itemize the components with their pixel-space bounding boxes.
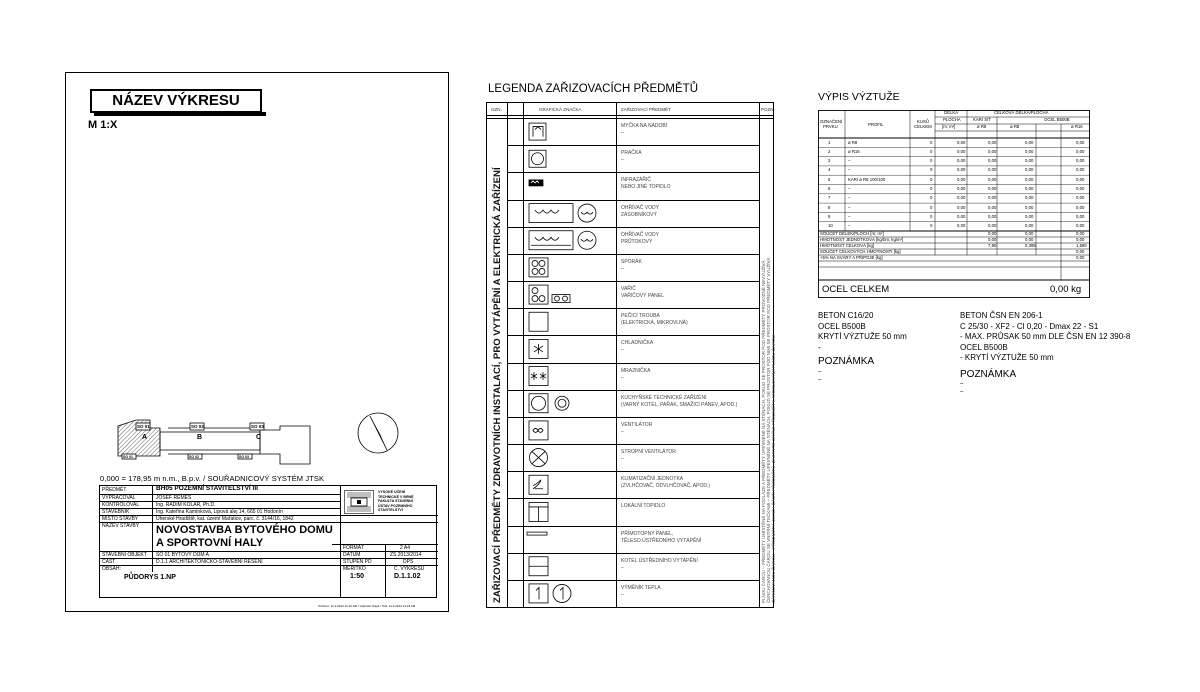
rebar-cell: 0,00	[1076, 167, 1085, 173]
rebar-h-unit: [m; m²]	[942, 124, 956, 129]
rebar-cell: 0	[930, 213, 933, 219]
rebar-h-plocha: PLOCHA	[943, 117, 961, 122]
notes-left-line-2: OCEL B500B	[818, 321, 866, 331]
rebar-cell: 0,00	[1025, 158, 1034, 164]
rebar-cell: 10	[828, 223, 833, 229]
rebar-cell: –	[848, 167, 851, 173]
rebar-cell: 3	[828, 158, 831, 164]
label-a: A	[142, 434, 148, 441]
rebar-sum-label: SOUČET DÉLEK/PLOCH [m; m²]	[820, 231, 884, 236]
rebar-cell: 0,00	[1076, 195, 1085, 201]
rebar-sum-label: HMOTNOST CELKOVÁ [kg]	[820, 243, 875, 248]
legend-item-sub: (ZVLHČOVAČ, ODVLHČOVAČ, APOD.)	[621, 483, 710, 490]
tb-value-vykres: D.1.1.02	[394, 573, 421, 580]
tb-value-misto: Uherské Hradiště, kat. území Mařatice, parc. č. 3144/16, 1842	[156, 516, 294, 522]
legend-side-note-2: ČERCHOVANOU ČAROU SE VNITŘNÍ TEČKAMI – PŘEDMĚTY UPEVNĚNÉ NA STĚNÁCH, POKUD SE PROSTOR POD NIMI SE PROSTOR POD PŘEDMĚTY VYUŽÍVÁ	[766, 257, 771, 603]
notes-right-line-4: OCEL B500B	[960, 342, 1008, 352]
rebar-sum-label: HMOTNOST JEDNOTKOVÁ [kg/bm; kg/m²]	[820, 237, 904, 242]
legend-item-name: LOKÁLNÍ TOPIDLO	[621, 503, 666, 510]
legend-item-name: KUCHYŇSKÉ TECHNICKÉ ZAŘÍZENÍ	[621, 394, 707, 401]
tb-label-stavba: NÁZEV STAVBY	[102, 523, 140, 529]
rebar-cell: 0,00	[957, 167, 966, 173]
rebar-h-profil: PROFIL	[868, 122, 884, 127]
label-b: B	[197, 434, 203, 441]
rebar-cell: 0,00	[988, 213, 997, 219]
rebar-cell: 0,00	[988, 223, 997, 229]
flow-water-heater-icon	[529, 231, 596, 250]
tb-value-obsah: PŮDORYS 1.NP	[124, 574, 176, 581]
notes-right-line-3: - MAX. PRŮSAK 50 mm DLE ČSN EN 12 390-8	[960, 332, 1131, 341]
rebar-cell: 0,00	[988, 186, 997, 191]
label-so02: SO 02	[191, 424, 204, 429]
rebar-sum-value: 0,00	[1025, 231, 1034, 236]
rebar-cell: 0	[930, 148, 933, 154]
tb-value-objekt: SO 01 BYTOVÝ DŮM A	[156, 552, 209, 558]
building-connector	[160, 432, 260, 450]
legend-item-name: OHŘÍVAČ VODY	[621, 231, 659, 238]
rebar-cell: 2	[828, 148, 831, 154]
tb-label-stavebnik: STAVEBNÍK	[102, 509, 130, 515]
legend-item-sub: –	[621, 456, 624, 462]
rebar-total-value: 0,00 kg	[1050, 284, 1082, 295]
tb-value-stavba-1: NOVOSTAVBA BYTOVÉHO DOMU	[156, 524, 333, 536]
rebar-cell: 5	[828, 176, 831, 182]
rebar-cell: 0,00	[988, 148, 997, 154]
boiler-icon	[529, 557, 548, 576]
rebar-cell: KARI ø R8 100/100	[848, 176, 886, 182]
rebar-h-r8b: ø R8	[1010, 124, 1020, 129]
rebar-cell: 0,00	[1076, 213, 1085, 219]
school-name-2: TECHNICKÉ V BRNĚ	[378, 494, 414, 499]
rebar-cell: 0	[930, 195, 933, 201]
notes-right-line-2: C 25/30 - XF2 - Cl 0,20 - Dmax 22 - S1	[960, 321, 1099, 331]
rebar-h-ocel: OCEL B500B	[1044, 117, 1070, 122]
rebar-cell: –	[848, 213, 851, 219]
legend-item-sub: –	[621, 374, 624, 381]
rebar-h-r16: ø R16	[1071, 124, 1083, 129]
notes-left-line-4: -	[818, 342, 821, 352]
notes-left-dash-1: –	[818, 368, 822, 375]
drawing-scale: M 1:X	[88, 119, 118, 131]
tb-label-format: FORMÁT	[343, 545, 365, 551]
legend-vertical-label: ZAŘIZOVACÍ PŘEDMĚTY ZDRAVOTNÍCH INSTALACÍ, PRO VYTÁPĚNÍ A ELEKTRICKÁ ZAŘÍZENÍ	[492, 167, 503, 603]
tb-label-obsah: OBSAH:	[102, 566, 121, 572]
legend-item-name: SPORÁK	[621, 258, 642, 265]
label-so01: SO 01	[137, 424, 150, 429]
rebar-cell: 0,00	[988, 158, 997, 164]
notes-left	[818, 311, 907, 384]
legend-item-name: MYČKA NA NÁDOBÍ	[621, 123, 668, 129]
legend-item-sub: ZÁSOBNÍKOVÝ	[621, 211, 657, 218]
tb-label-misto: MÍSTO STAVBY	[102, 516, 139, 522]
rebar-cell: 0	[930, 204, 933, 210]
storage-water-heater-icon	[529, 204, 596, 223]
fan-icon	[529, 421, 548, 440]
air-conditioner-icon	[529, 475, 548, 494]
tb-value-format: 2 A4	[400, 545, 411, 551]
legend-item-name: CHLADNIČKA	[621, 340, 654, 347]
radiator-icon	[527, 532, 547, 535]
legend-item-sub: –	[621, 130, 624, 136]
rebar-soucet-label: SOUČET CELKOVÝCH HMOTNOSTÍ [kg]	[820, 249, 901, 254]
rebar-cell: –	[848, 195, 851, 201]
site-plan	[100, 408, 440, 474]
tb-label-cast: ČÁST	[102, 559, 116, 565]
legend-item-sub: PRŮTOKOVÝ	[621, 238, 653, 245]
rebar-cell: 0,00	[988, 195, 997, 201]
legend-item-name: OHŘÍVAČ VODY	[621, 204, 659, 211]
rebar-cell: 0,00	[988, 204, 997, 210]
notes-right-line-5: - KRYTÍ VÝZTUŽE 50 mm	[960, 353, 1054, 362]
legend-item-name: KLIMATIZAČNÍ JEDNOTKA	[621, 476, 684, 483]
label-so01-b: SO 01	[123, 455, 133, 459]
rebar-cell: 0,00	[957, 158, 966, 164]
legend-title: LEGENDA ZAŘIZOVACÍCH PŘEDMĚTŮ	[488, 83, 699, 95]
oven-icon	[529, 312, 548, 331]
rebar-cell: 0,00	[1076, 186, 1085, 191]
rebar-cell: 0,00	[1076, 204, 1085, 210]
legend-item-sub: –	[621, 591, 624, 598]
rebar-cell: 0,00	[988, 139, 997, 145]
rebar-cell: 0,00	[1025, 204, 1034, 210]
legend-icons	[523, 118, 616, 607]
legend-item-sub: –	[621, 564, 624, 571]
tb-value-datum: ZS 2013/2014	[390, 552, 422, 558]
tb-label-kontroloval: KONTROLOVAL	[102, 502, 140, 508]
legend-item-sub: –	[621, 428, 624, 435]
legend-item-name: PEČICÍ TROUBA	[621, 313, 660, 320]
rebar-cell: 1	[828, 139, 831, 145]
ceiling-fan-icon	[530, 449, 548, 467]
rebar-cell: 0	[930, 176, 933, 182]
rebar-cell: 0,00	[988, 167, 997, 173]
legend-item-sub: (ELEKTRICKÁ, MIKROVLNÁ)	[621, 320, 688, 327]
tb-value-cast: D.1.1 ARCHITEKTONICKO-STAVEBNÍ ŘEŠENÍ	[156, 559, 263, 565]
tb-value-stavebnik: Ing. Kateřina Kamínková, Lipová alej 14, 665 01 Hodonín	[156, 509, 283, 515]
rebar-cell: 0,00	[1025, 148, 1034, 154]
legend-col-ozn: OZN.	[491, 107, 502, 112]
notes-right-heading: POZNÁMKA	[960, 368, 1017, 380]
local-heater-icon	[529, 502, 548, 521]
label-c: C	[256, 434, 262, 441]
north-arrow-icon	[358, 413, 398, 453]
stove-icon	[529, 258, 548, 277]
label-so03: SO 03	[251, 424, 264, 429]
rebar-h-oznaceni: OZNAČENÍ	[820, 119, 843, 124]
school-name-1: VYSOKÉ UČENÍ	[378, 490, 406, 494]
rebar-cell: 0,00	[957, 148, 966, 154]
rebar-h-delka: DÉLKA	[944, 110, 959, 115]
rebar-total-label: OCEL CELKEM	[822, 284, 890, 295]
rebar-cell: 9	[828, 213, 831, 219]
rebar-cell: 0,00	[1076, 148, 1085, 154]
tb-label-stupen: STUPEŇ PD	[343, 559, 372, 565]
rebar-cell: 0,00	[957, 139, 966, 145]
rebar-cell: 0,00	[957, 213, 966, 219]
legend-col-znacka: GRAFICKÁ ZNAČKA	[539, 107, 582, 112]
tb-label-objekt: STAVEBNÍ OBJEKT	[102, 552, 147, 558]
legend-item-sub: NEBO JINÉ TOPIDLO	[621, 184, 671, 191]
rebar-cell: 0,00	[957, 176, 966, 182]
elevation-note: 0,000 = 178,95 m n.m., B.p.v. / SOUŘADNICOVÝ SYSTÉM JTSK	[100, 474, 325, 483]
rebar-cell: ø R8	[848, 139, 858, 145]
rebar-title: VÝPIS VÝZTUŽE	[818, 91, 900, 103]
legend-item-name: STROPNÍ VENTILÁTOR	[621, 449, 676, 455]
tb-value-predmet: BH05 POZEMNÍ STAVITELSTVÍ III	[156, 485, 258, 492]
rebar-cell: 6	[828, 186, 831, 191]
rebar-cell: –	[848, 186, 851, 191]
school-name-5: STAVITELSTVÍ	[378, 508, 403, 512]
rebar-cell: 0,00	[1025, 139, 1034, 145]
rebar-cell: –	[848, 204, 851, 210]
rebar-h-prvku: PRVKU	[823, 124, 838, 129]
rebar-h-celkova: CELKOVÁ DÉLKA/PLOCHA	[994, 110, 1049, 115]
rebar-cell: 0,00	[1025, 176, 1034, 182]
rebar-cell: 0,00	[1076, 176, 1085, 182]
rebar-h-kari: KARI SÍŤ	[973, 117, 991, 122]
label-so02-b: SO 02	[189, 455, 199, 459]
tb-value-stupen: DPS	[403, 559, 414, 565]
notes-right	[960, 311, 1130, 396]
rebar-cell: 0,00	[1076, 223, 1085, 229]
legend-col-predmet: ZAŘIZOVACÍ PŘEDMĚT	[621, 107, 671, 112]
dishwasher-icon	[529, 123, 546, 140]
rebar-cell: 0,00	[957, 223, 966, 229]
notes-left-dash-2: –	[818, 376, 822, 383]
legend-item-name: VAŘIČ	[621, 286, 636, 292]
freezer-icon	[529, 367, 548, 386]
legend-item-name: PŘÍMOTOPNÝ PANEL,	[621, 530, 674, 537]
rebar-svary-value: 0,00	[1076, 255, 1085, 260]
rebar-sum-value: 0,00	[1025, 237, 1034, 242]
rebar-cell: 4	[828, 167, 831, 173]
legend-col-pozn: POZN.	[761, 107, 775, 112]
tb-value-kontroloval: Ing. RADIM KOLÁŘ, Ph.D.	[156, 502, 216, 508]
rebar-table	[818, 110, 1090, 298]
rebar-cell: 0,00	[988, 176, 997, 182]
school-logo-icon	[344, 490, 374, 514]
notes-left-line-1: BETON C16/20	[818, 311, 874, 320]
legend-item-name: VÝMĚNÍK TEPLA	[621, 584, 661, 591]
rebar-cell: 0	[930, 158, 933, 164]
rebar-sum-value: 7,90	[988, 243, 997, 248]
notes-right-dash-1: –	[960, 381, 964, 387]
rebar-cell: 0,00	[1025, 167, 1034, 173]
tb-label-meritko: MĚŘÍTKO	[343, 566, 366, 572]
school-name-4: ÚSTAV POZEMNÍHO	[378, 503, 413, 508]
tb-label-vykres: Č. VÝKRESU	[394, 566, 425, 572]
tb-value-meritko: 1:50	[350, 573, 365, 580]
rebar-cell: 0	[930, 167, 933, 173]
legend-item-sub: VAŘIČOVÝ PANEL	[621, 293, 664, 299]
rebar-cell: 0,00	[957, 195, 966, 201]
infrared-heater-icon	[529, 180, 543, 186]
rebar-cell: –	[848, 158, 851, 164]
rebar-cell: 0,00	[1025, 195, 1034, 201]
rebar-sum-value: 0,00	[1076, 237, 1085, 242]
legend-item-sub: TĚLESO ÚSTŘEDNÍHO VYTÁPĚNÍ	[621, 537, 702, 544]
rebar-h-kusu: KUSŮ	[917, 119, 929, 124]
rebar-sum-value: 0,00	[988, 231, 997, 236]
legend-item-name: INFRAZÁŘIČ	[621, 177, 651, 184]
notes-left-heading: POZNÁMKA	[818, 356, 875, 367]
legend-item-name: KOTEL ÚSTŘEDNÍHO VYTÁPĚNÍ	[621, 557, 698, 564]
notes-right-dash-2: –	[960, 389, 964, 395]
rebar-sum-value: 0,395	[1025, 243, 1036, 248]
washing-machine-icon	[529, 150, 546, 167]
legend-table	[486, 102, 774, 608]
rebar-soucet-value: 0,00	[1076, 249, 1085, 254]
fridge-icon	[529, 339, 548, 358]
legend-item-name: PRAČKA	[621, 150, 642, 157]
rebar-cell: 7	[828, 195, 831, 201]
rebar-cell: 0,00	[1025, 223, 1034, 229]
legend-item-sub: –	[621, 265, 624, 272]
rebar-svary-label: +5% NA SVÁRY A PŘÍPOJE [kg]	[820, 255, 883, 260]
rebar-cell: 0,00	[1025, 186, 1034, 191]
rebar-cell: 0,00	[1076, 158, 1085, 164]
rebar-sum-value: 1,580	[1076, 243, 1087, 248]
kitchen-equipment-icon	[529, 394, 569, 413]
legend-item-sub: –	[621, 347, 624, 354]
tb-label-vypracoval: VYPRACOVAL	[102, 495, 136, 501]
title-block	[99, 485, 437, 598]
rebar-cell: 8	[828, 204, 831, 210]
rebar-cell: 0	[930, 223, 933, 229]
legend-item-name: VENTILÁTOR	[621, 421, 653, 428]
rebar-sum-value: 0,00	[1076, 231, 1085, 236]
legend-item-sub: –	[621, 157, 624, 164]
rebar-h-celkem: CELKEM	[914, 124, 932, 129]
tb-value-stavba-2: A SPORTOVNÍ HALY	[156, 537, 264, 549]
building-c	[260, 426, 310, 464]
legend-item-sub: (VARNÝ KOTEL, PAŘÁK, SMAŽICÍ PÁNEV, APOD.)	[621, 401, 738, 408]
rebar-cell: 0,00	[1025, 213, 1034, 219]
rebar-cell: 0	[930, 139, 933, 145]
school-name-3: FAKULTA STAVEBNÍ	[378, 499, 413, 503]
drawing-title: NÁZEV VÝKRESU	[90, 89, 262, 113]
legend-side-note-1: PLNOU ČAROU – PŘEDMĚTY UMÍSTĚNÉ NA PODLAZE A PŘEDMĚTY UPEVNĚNÉ NA STĚNÁCH, POKUD SE PROSTOR POD PŘEDMĚTY PROVOZNĚ NEVYUŽÍVÁ	[761, 260, 766, 603]
label-so03-b: SO 03	[239, 455, 249, 459]
legend-item-name: MRAZNIČKA	[621, 367, 651, 374]
notes-left-line-3: KRYTÍ VÝZTUŽE 50 mm	[818, 332, 907, 341]
legend-side-note-3: ČÁRKOVANOU ČAROU – PŘEDMĚTY, JEJICH ČÁSTI PŘEDMĚTŮ, ZAKRYTÉ JINÝMI PŘEDMĚTY, KRESLENÝMI PLNOU ČAROU	[771, 335, 776, 603]
rebar-sum-value: 0,00	[988, 237, 997, 242]
tb-label-predmet: PŘEDMĚT	[102, 487, 127, 493]
print-footnote: Uloženo: 11.2.2014 11:22 AM / Vykreslil: Rapš / Tisk: 11.2.2014 11:24 AM	[318, 604, 416, 608]
rebar-cell: 0,00	[957, 186, 966, 191]
tb-value-vypracoval: JOSEF REMEŠ	[156, 495, 192, 501]
tb-label-datum: DATUM	[343, 552, 361, 558]
cooker-icon	[529, 285, 570, 304]
heat-exchanger-icon	[529, 584, 571, 603]
rebar-h-r8a: ø R8	[977, 124, 987, 129]
rebar-cell: 0	[930, 186, 933, 191]
rebar-cell: 0,00	[1076, 139, 1085, 145]
rebar-cell: –	[848, 223, 851, 229]
notes-right-line-1: BETON ČSN EN 206-1	[960, 311, 1043, 320]
rebar-cell: ø R16	[848, 148, 860, 154]
rebar-cell: 0,00	[957, 204, 966, 210]
